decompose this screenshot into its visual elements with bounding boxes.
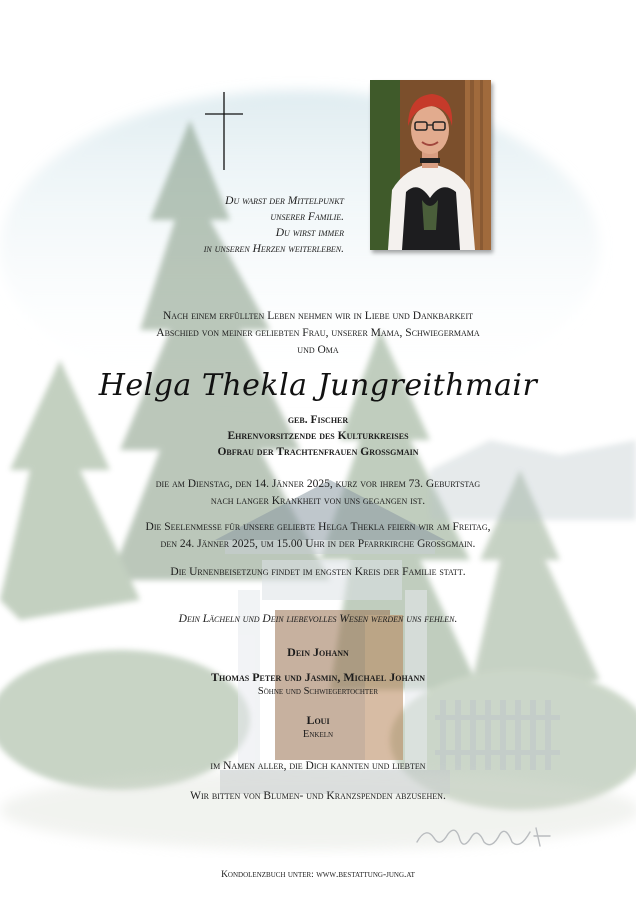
death-line: die am Dienstag, den 14. Jänner 2025, kurz vor ihrem 73. Geburtstag	[155, 478, 481, 490]
honorary-title: Ehrenvorsitzende des Kulturkreises	[227, 430, 409, 442]
deceased-name: Helga Thekla Jungreithmair	[98, 368, 538, 403]
on-behalf-line: im Namen aller, die Dich kannten und liebten	[210, 760, 426, 772]
artist-signature	[412, 820, 562, 854]
death-notice	[0, 476, 636, 510]
farewell-quote: Dein Lächeln und Dein liebevolles Wesen werden uns fehlen.	[178, 613, 458, 625]
flowers-request: Wir bitten von Blumen- und Kranzspenden abzusehen.	[190, 790, 446, 802]
condolence-book-link[interactable]: Kondolenzbuch unter: www.bestattung-jung.at	[221, 870, 415, 880]
children-names: Thomas Peter und Jasmin, Michael Johann	[210, 670, 425, 684]
motto-line: Du wirst immer	[275, 227, 344, 239]
intro-text	[0, 308, 636, 359]
death-line: nach langer Krankheit von uns gegangen ist.	[210, 495, 426, 507]
portrait-photo	[370, 80, 491, 250]
association-title: Obfrau der Trachtenfrauen Grossgmain	[217, 446, 419, 458]
mass-line: den 24. Jänner 2025, um 15.00 Uhr in der Pfarrkirche Grossgmain.	[160, 538, 476, 550]
intro-line: Nach einem erfüllten Leben nehmen wir in Liebe und Dankbarkeit	[163, 310, 473, 322]
birth-name: geb. Fischer	[287, 414, 349, 426]
urn-notice: Die Urnenbeisetzung findet im engsten Kreis der Familie statt.	[170, 566, 466, 578]
motto-line: unserer Familie.	[270, 211, 344, 223]
grandchild-name: Loui	[306, 713, 330, 727]
deceased-titles	[0, 412, 636, 460]
mass-notice	[0, 519, 636, 553]
intro-line: und Oma	[297, 344, 339, 356]
mass-line: Die Seelenmesse für unsere geliebte Helga Thekla feiern wir am Freitag,	[145, 521, 491, 533]
children-role: Söhne und Schwiegertochter	[257, 686, 379, 697]
motto-line: Du warst der Mittelpunkt	[225, 195, 344, 207]
grandchild-role: Enkeln	[302, 729, 334, 740]
intro-line: Abschied von meiner geliebten Frau, unserer Mama, Schwiegermama	[156, 327, 480, 339]
cross-icon	[205, 92, 243, 170]
husband-name: Dein Johann	[287, 645, 349, 659]
memorial-motto	[120, 193, 344, 257]
motto-line: in unseren Herzen weiterleben.	[203, 243, 344, 255]
